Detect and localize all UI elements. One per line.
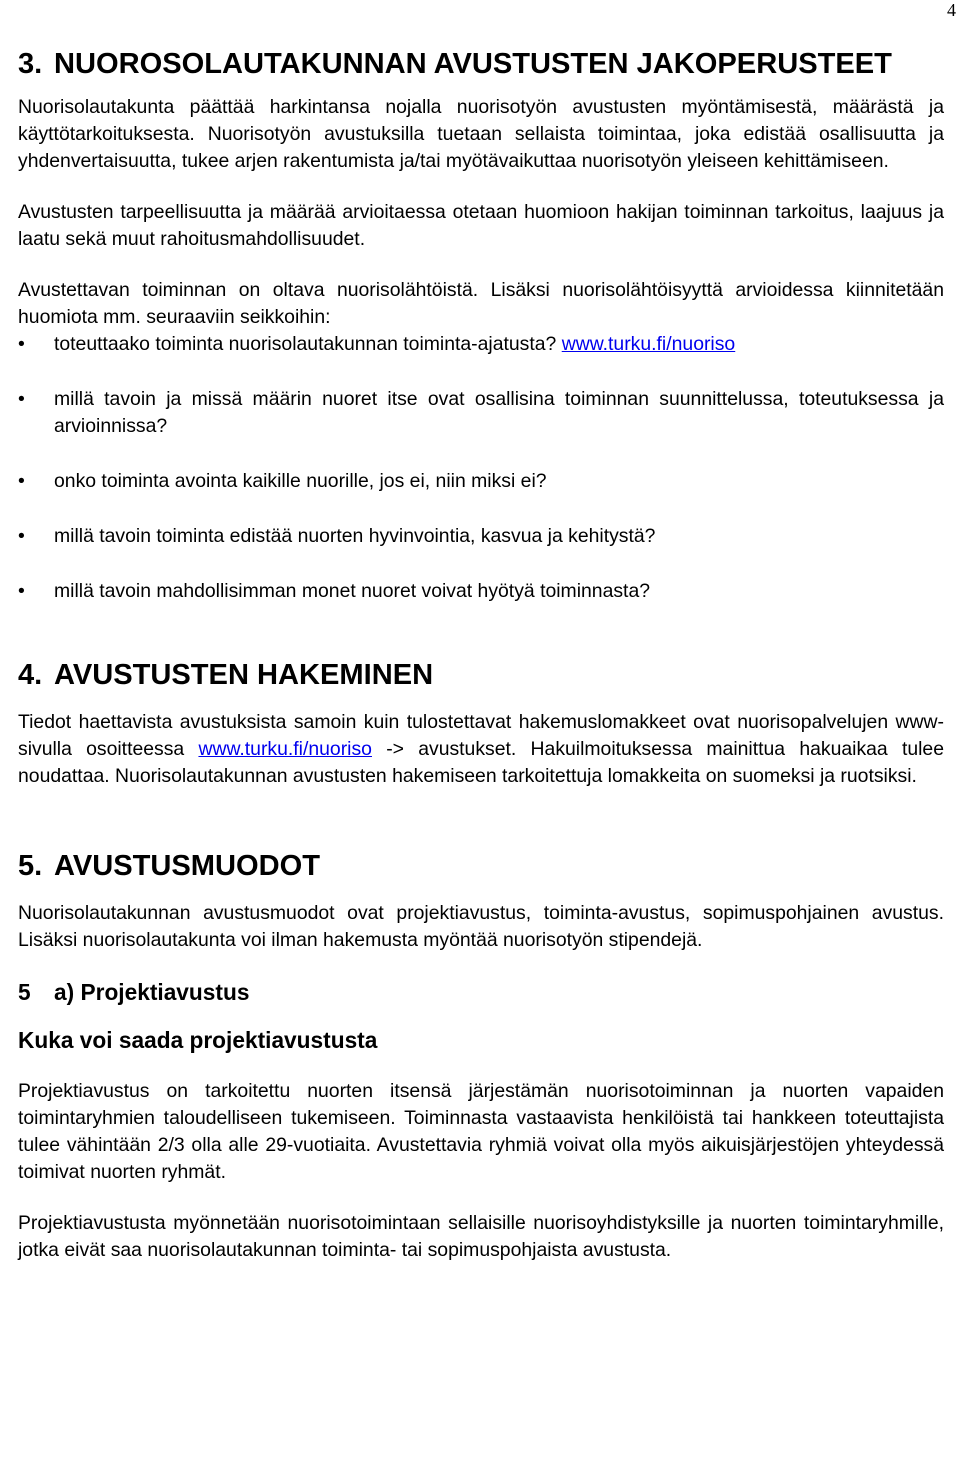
list-item [18, 386, 944, 440]
bullet-icon: • [18, 525, 25, 547]
bullet-icon: • [18, 388, 25, 410]
list-item-text: millä tavoin ja missä määrin nuoret itse ovat osallisina toiminnan suunnittelussa, toteutuksessa ja arvioinnissa? [54, 388, 944, 437]
list-item [18, 468, 944, 495]
section-5a-subheading: Kuka voi saada projektiavustusta [18, 1027, 378, 1053]
bullet-icon: • [18, 470, 25, 492]
list-item-text: millä tavoin mahdollisimman monet nuoret voivat hyötyä toiminnasta? [54, 580, 651, 602]
turku-nuoriso-link[interactable]: www.turku.fi/nuoriso [198, 738, 372, 760]
section-5-paragraph-1: Nuorisolautakunnan avustusmuodot ovat projektiavustus, toiminta-avustus, sopimuspohjainen avustus. Lisäksi nuorisolautakunta voi ilman hakemusta myöntää nuorisotyön stipendejä. [18, 902, 944, 951]
section-4-text-before-link: Tiedot haettavista avustuksista samoin kuin tulostettavat hakemuslomakkeet ovat nuorisopalvelujen www-sivulla osoitteessa [18, 711, 944, 760]
list-item-text: toteuttaako toiminta nuorisolautakunnan toiminta-ajatusta? [54, 333, 557, 355]
section-3-heading [18, 50, 944, 78]
page-number: 4 [947, 0, 956, 20]
section-5-number: 5. [18, 850, 43, 882]
list-item [18, 331, 944, 358]
list-item-text: millä tavoin toiminta edistää nuorten hyvinvointia, kasvua ja kehitystä? [54, 525, 656, 547]
bullet-icon: • [18, 333, 25, 355]
section-3-title: NUOROSOLAUTAKUNNAN AVUSTUSTEN JAKOPERUSTEET [54, 48, 892, 80]
section-3-paragraph-1: Nuorisolautakunta päättää harkintansa nojalla nuorisotyön avustusten myöntämisestä, määrästä ja käyttötarkoituksesta. Nuorisotyön avustuksilla tuetaan sellaista toimintaa, joka edistää osallisuutta ja yhdenvertaisuutta, tukee arjen rakentumista ja/tai myötävaikuttaa nuorisotyön yleiseen kehittämiseen. [18, 96, 944, 172]
section-5a-paragraph-2: Projektiavustusta myönnetään nuorisotoimintaan sellaisille nuorisoyhdistyksille ja nuorten toimintaryhmille, jotka eivät saa nuorisolautakunnan toiminta- tai sopimuspohjaista avustusta. [18, 1212, 944, 1261]
list-item-text: onko toiminta avointa kaikille nuorille, jos ei, niin miksi ei? [54, 470, 547, 492]
section-5a-paragraph-1: Projektiavustus on tarkoitettu nuorten itsensä järjestämän nuorisotoiminnan ja nuorten vapaiden toimintaryhmien taloudelliseen tukemiseen. Toiminnasta vastaavista henkilöistä tai hankkeen toteuttajista tulee vähintään 2/3 olla alle 29-vuotiaita. Avustettavia ryhmiä voivat olla myös aikuisjärjestöjen yhteydessä toimivat nuorten ryhmät. [18, 1080, 944, 1183]
section-5a-heading [18, 978, 944, 1006]
section-3-number: 3. [18, 48, 43, 80]
bullet-icon: • [18, 580, 25, 602]
section-5-heading [18, 852, 944, 880]
section-4-number: 4. [18, 659, 43, 691]
turku-nuoriso-link[interactable]: www.turku.fi/nuoriso [561, 333, 736, 355]
list-item [18, 523, 944, 550]
section-5a-number: 5 [18, 979, 31, 1005]
section-3-paragraph-2: Avustusten tarpeellisuutta ja määrää arvioitaessa otetaan huomioon hakijan toiminnan tarkoitus, laajuus ja laatu sekä muut rahoitusmahdollisuudet. [18, 201, 944, 250]
section-4-text-after-link: -> avustukset. Hakuilmoituksessa mainittua hakuaikaa tulee noudattaa. Nuorisolautakunnan avustusten hakemiseen tarkoitettuja lomakkeita on suomeksi ja ruotsiksi. [18, 738, 944, 787]
section-4-title: AVUSTUSTEN HAKEMINEN [54, 659, 434, 691]
criteria-list [18, 331, 944, 605]
document-body [18, 50, 944, 1264]
list-item [18, 578, 944, 605]
section-4-heading [18, 661, 944, 689]
section-3-paragraph-3: Avustettavan toiminnan on oltava nuorisolähtöistä. Lisäksi nuorisolähtöisyyttä arvioidessa kiinnitetään huomiota mm. seuraaviin seikkoihin: [18, 279, 944, 328]
section-4-paragraph-1 [18, 709, 944, 790]
section-5-title: AVUSTUSMUODOT [54, 850, 321, 882]
section-5a-title: a) Projektiavustus [54, 979, 250, 1005]
